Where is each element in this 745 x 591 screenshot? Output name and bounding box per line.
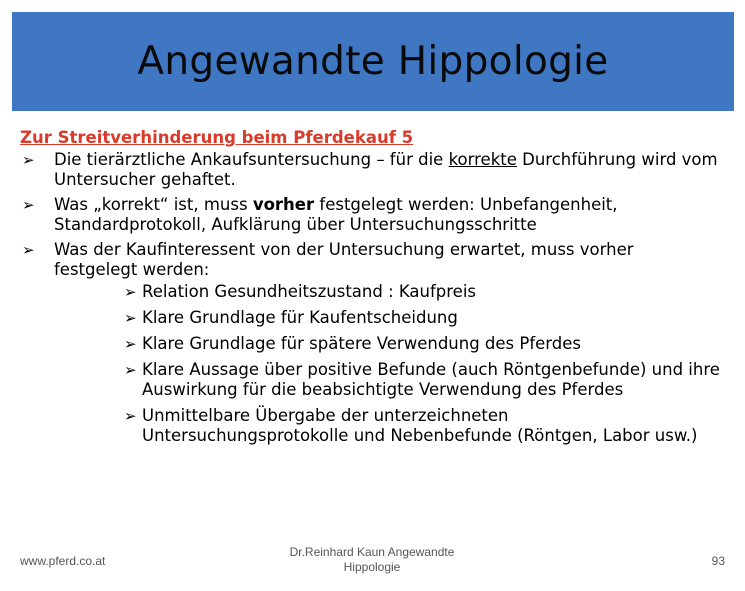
footer-website: www.pferd.co.at xyxy=(20,554,106,568)
bullet-text-post: Durchführung wird vom Untersucher gehaftet. xyxy=(54,150,718,189)
sub-bullet-item xyxy=(124,308,720,328)
bullet-item xyxy=(20,240,720,446)
arrow-bullet-icon: ➢ xyxy=(22,196,35,214)
sub-bullet-text: Klare Aussage über positive Befunde (auch Röntgenbefunde) und ihre Auswirkung für die beabsichtigte Verwendung des Pferdes xyxy=(142,360,720,399)
bullet-item xyxy=(20,195,720,235)
arrow-bullet-icon: ➢ xyxy=(22,241,35,259)
sub-bullet-item xyxy=(124,360,720,400)
footer-author: Dr.Reinhard Kaun Angewandte Hippologie xyxy=(289,545,455,574)
arrow-bullet-icon: ➢ xyxy=(124,407,137,425)
sub-bullet-item xyxy=(124,334,720,354)
sub-bullet-text: Klare Grundlage für Kaufentscheidung xyxy=(142,308,458,327)
bullet-list xyxy=(20,150,720,446)
sub-bullet-text: Klare Grundlage für spätere Verwendung des Pferdes xyxy=(142,334,582,353)
slide-title: Angewandte Hippologie xyxy=(137,39,609,84)
arrow-bullet-icon: ➢ xyxy=(124,283,137,301)
bullet-item xyxy=(20,150,720,190)
slide-content xyxy=(20,127,720,452)
bullet-text-bold: vorher xyxy=(252,195,315,214)
bullet-text: Was der Kaufinteressent von der Untersuchung erwartet, muss vorher festgelegt werden: xyxy=(54,240,634,279)
arrow-bullet-icon: ➢ xyxy=(124,309,137,327)
arrow-bullet-icon: ➢ xyxy=(124,361,137,379)
sub-bullet-text: Unmittelbare Übergabe der unterzeichneten Untersuchungsprotokolle und Nebenbefunde (Röntgen, Labor usw.) xyxy=(142,406,698,445)
arrow-bullet-icon: ➢ xyxy=(124,335,137,353)
slide-number: 93 xyxy=(711,554,725,568)
sub-bullet-item xyxy=(124,282,720,302)
bullet-text-post: festgelegt werden: Unbefangenheit, Standardprotokoll, Aufklärung über Untersuchungsschritte xyxy=(54,195,618,234)
sub-bullet-text: Relation Gesundheitszustand : Kaufpreis xyxy=(142,282,477,301)
title-bar xyxy=(12,12,734,111)
bullet-text-pre: Was „korrekt“ ist, muss xyxy=(54,195,253,214)
bullet-text-underlined: korrekte xyxy=(448,150,517,169)
sub-bullet-item xyxy=(124,406,720,446)
sub-bullet-list xyxy=(54,282,720,446)
arrow-bullet-icon: ➢ xyxy=(22,151,35,169)
bullet-text-pre: Die tierärztliche Ankaufsuntersuchung – für die xyxy=(54,150,449,169)
slide-subtitle: Zur Streitverhinderung beim Pferdekauf 5 xyxy=(20,128,414,147)
